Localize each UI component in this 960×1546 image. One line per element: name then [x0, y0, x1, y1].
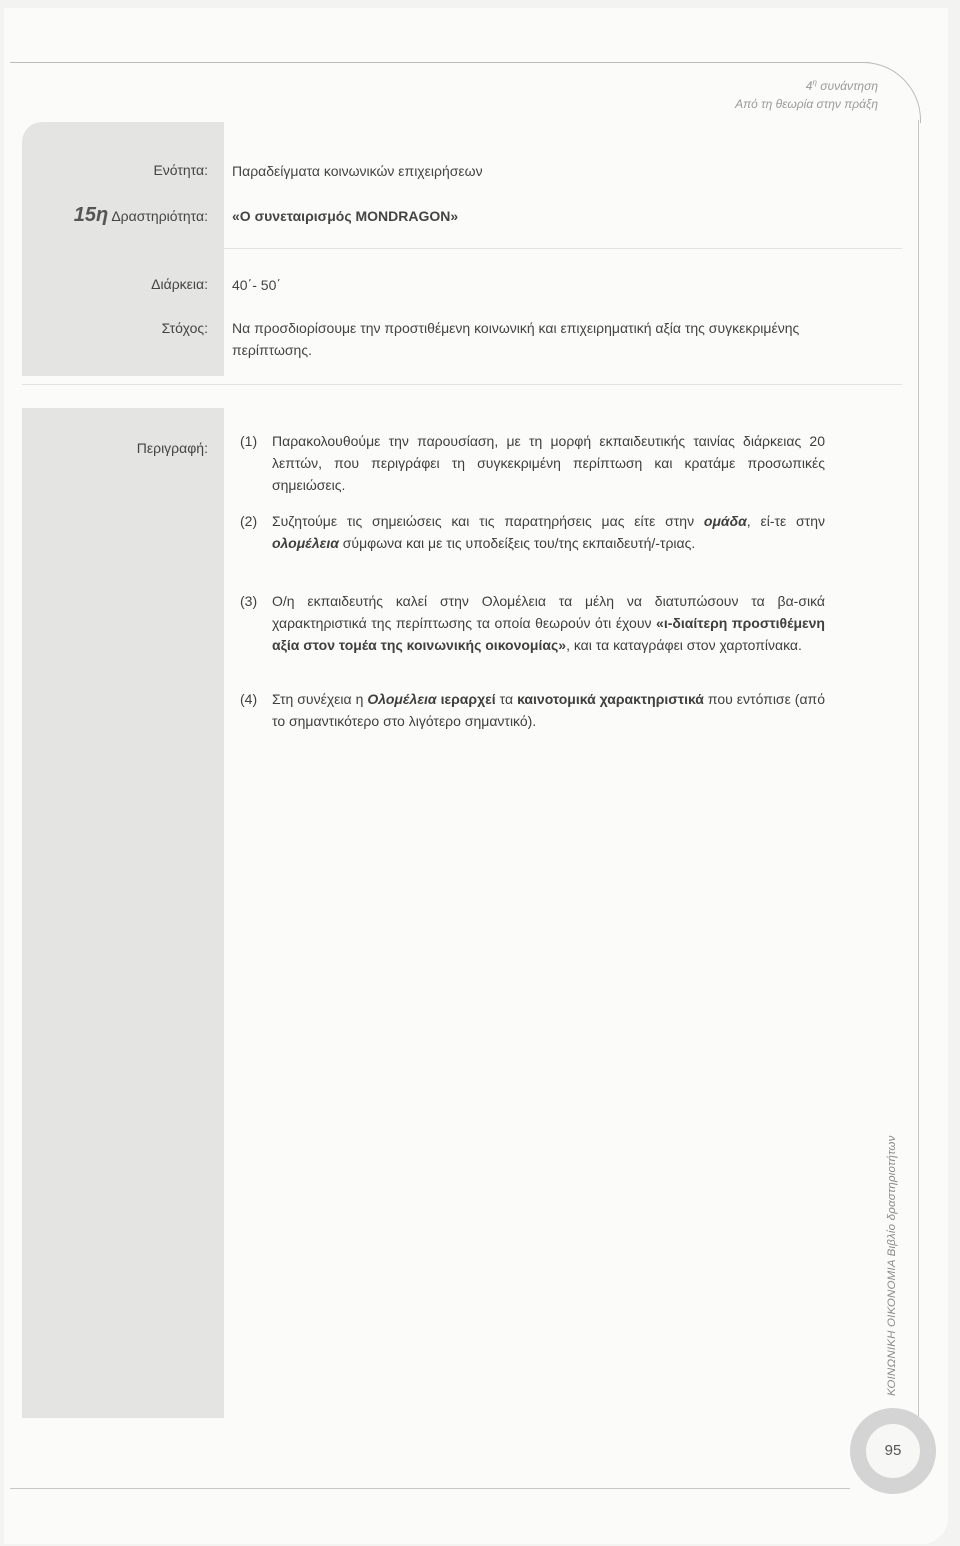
session-number: 4: [805, 79, 813, 93]
duration-label: Διάρκεια:: [151, 276, 208, 292]
description-item-4: [240, 688, 825, 732]
goal-label: Στόχος:: [161, 320, 208, 336]
label-column-bottom: [22, 408, 224, 1418]
text-run: που εντόπισε (από το σημαντικότερο στο λιγότερο σημαντικό).: [272, 691, 825, 729]
item-index: (4): [240, 691, 258, 707]
text-run: , εί-τε στην: [746, 513, 825, 529]
divider: [22, 248, 902, 249]
bold-phrase: ιεραρχεί: [440, 691, 496, 707]
description-item-2: [240, 510, 825, 554]
text-run: Συζητούμε τις σημειώσεις και τις παρατηρήσεις μας είτε στην: [272, 513, 704, 529]
bold-phrase: καινοτομικά χαρακτηριστικά: [517, 691, 704, 707]
activity-label: Δραστηριότητα:: [111, 208, 208, 224]
session-word: συνάντηση: [820, 79, 878, 93]
frame-line: [918, 120, 919, 1420]
session-title: [735, 74, 878, 95]
text-run: Ο/η εκπαιδευτής καλεί στην Ολομέλεια τα μέλη να διατυπώσουν τα βα-σικά χαρακτηριστικά της περίπτωσης τα οποία θεωρούν ότι έχουν: [272, 593, 825, 631]
item-text: [240, 590, 825, 656]
description-label: Περιγραφή:: [136, 440, 208, 456]
text-run: σύμφωνα και με τις υποδείξεις του/της εκπαιδευτή/-τριας.: [338, 535, 696, 551]
emphasis-term: Ολομέλεια: [367, 691, 437, 707]
frame-line: [10, 62, 870, 63]
item-text: [240, 510, 825, 554]
session-subtitle: Από τη θεωρία στην πράξη: [735, 97, 878, 111]
bold-phrase: «ι-διαίτερη προστιθέμενη αξία στον τομέα της κοινωνικής οικονομίας»: [272, 615, 825, 653]
description-item-1: [240, 430, 825, 496]
emphasis-term: ολομέλεια: [272, 535, 339, 551]
page-number: 95: [866, 1424, 920, 1478]
item-index: (2): [240, 513, 258, 529]
session-sup: η: [812, 78, 817, 87]
activity-label-group: [74, 204, 208, 227]
label-column-top: [22, 122, 224, 376]
book-side-title: ΚΟΙΝΩΝΙΚΗ ΟΙΚΟΝΟΜΙΑ Βιβλίο δραστηριοτήτων: [886, 1135, 898, 1396]
unit-value: Παραδείγματα κοινωνικών επιχειρήσεων: [232, 163, 483, 179]
text-run: τα: [495, 691, 518, 707]
activity-value: «Ο συνεταιρισμός MONDRAGON»: [232, 208, 459, 224]
goal-value: Να προσδιορίσουμε την προστιθέμενη κοινωνική και επιχειρηματική αξία της συγκεκριμένης περίπτωσης.: [232, 320, 800, 358]
unit-label: Ενότητα:: [153, 162, 208, 178]
page-header: [735, 74, 878, 113]
activity-number: 15η: [73, 204, 109, 226]
item-text: [240, 688, 825, 732]
item-index: (3): [240, 593, 258, 609]
frame-line: [10, 1488, 850, 1489]
emphasis-term: ομάδα: [703, 513, 747, 529]
text-run: Στη συνέχεια η: [272, 691, 368, 707]
text-run: , και τα καταγράφει στον χαρτοπίνακα.: [566, 637, 802, 653]
item-index: (1): [240, 433, 258, 449]
item-text: Παρακολουθούμε την παρουσίαση, με τη μορφή εκπαιδευτικής ταινίας διάρκειας 20 λεπτών, που περιγράφει τη συγκεκριμένη περίπτωση και κρατάμε προσωπικές σημειώσεις.: [272, 433, 825, 493]
divider: [22, 384, 902, 385]
duration-value: 40΄- 50΄: [232, 277, 282, 293]
description-item-3: [240, 590, 825, 656]
